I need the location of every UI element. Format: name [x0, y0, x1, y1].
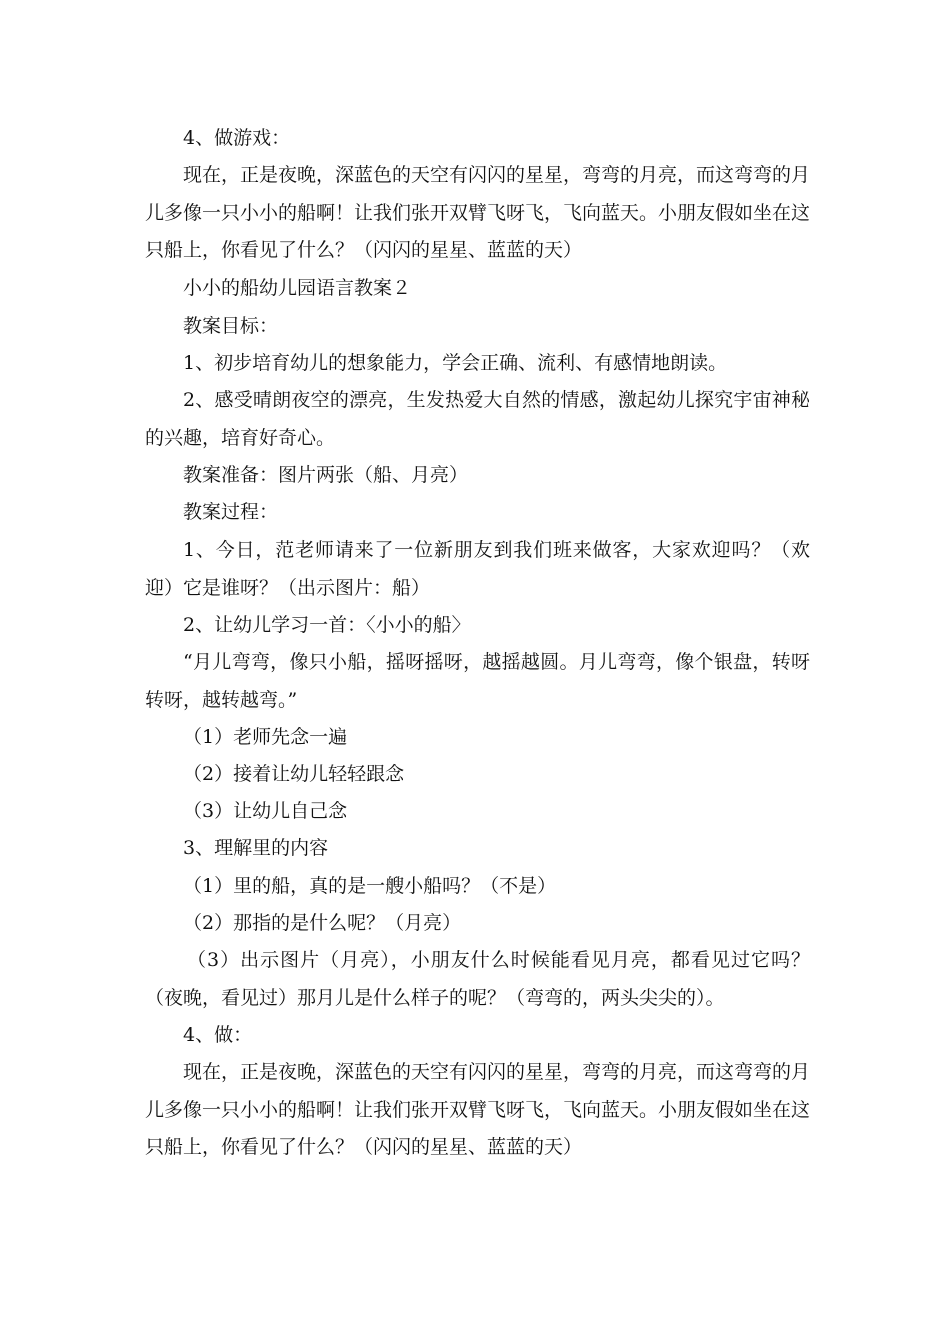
- understand-item-2: （2）那指的是什么呢？（月亮）: [183, 912, 462, 934]
- process-step-1: 1、今日，范老师请来了一位新朋友到我们班来做客，大家欢迎吗？（欢迎）它是谁呀？（出示图片：船）: [145, 539, 810, 599]
- understand-item-3: （3）出示图片（月亮），小朋友什么时候能看见月亮，都看见过它吗？（夜晚，看见过）那月儿是什么样子的呢？（弯弯的，两头尖尖的）。: [145, 949, 810, 1009]
- heading-game: 4、做游戏：: [183, 127, 291, 149]
- lesson-title: 小小的船幼儿园语言教案２: [183, 277, 412, 299]
- goal-item-1: 1、初步培育幼儿的想象能力，学会正确、流利、有感情地朗读。: [183, 352, 728, 374]
- sub-step-3: （3）让幼儿自己念: [183, 800, 348, 822]
- understand-item-1: （1）里的船，真的是一艘小船吗？（不是）: [183, 875, 557, 897]
- process-step-2: 2、让幼儿学习一首：〈小小的船〉: [183, 614, 471, 636]
- paragraph-night-sky-repeat: 现在，正是夜晚，深蓝色的天空有闪闪的星星，弯弯的月亮，而这弯弯的月儿多像一只小小的船啊！让我们张开双臂飞呀飞，飞向蓝天。小朋友假如坐在这只船上，你看见了什么？（闪闪的星星、蓝蓝的天）: [145, 1061, 811, 1158]
- poem-quote: “月儿弯弯，像只小船，摇呀摇呀，越摇越圆。月儿弯弯，像个银盘，转呀转呀，越转越弯。”: [145, 651, 810, 711]
- heading-preparation: 教案准备：图片两张（船、月亮）: [183, 464, 469, 486]
- heading-goals: 教案目标：: [183, 315, 279, 337]
- paragraph-night-sky: 现在，正是夜晚，深蓝色的天空有闪闪的星星，弯弯的月亮，而这弯弯的月儿多像一只小小的船啊！让我们张开双臂飞呀飞，飞向蓝天。小朋友假如坐在这只船上，你看见了什么？（闪闪的星星、蓝蓝的天）: [145, 164, 811, 261]
- heading-do: 4、做：: [183, 1024, 253, 1046]
- heading-process: 教案过程：: [183, 501, 279, 523]
- process-step-3: 3、理解里的内容: [183, 837, 329, 859]
- sub-step-2: （2）接着让幼儿轻轻跟念: [183, 763, 405, 785]
- sub-step-1: （1）老师先念一遍: [183, 726, 348, 748]
- goal-item-2: 2、感受晴朗夜空的漂亮，生发热爱大自然的情感，激起幼儿探究宇宙神秘的兴趣，培育好奇心。: [145, 389, 810, 449]
